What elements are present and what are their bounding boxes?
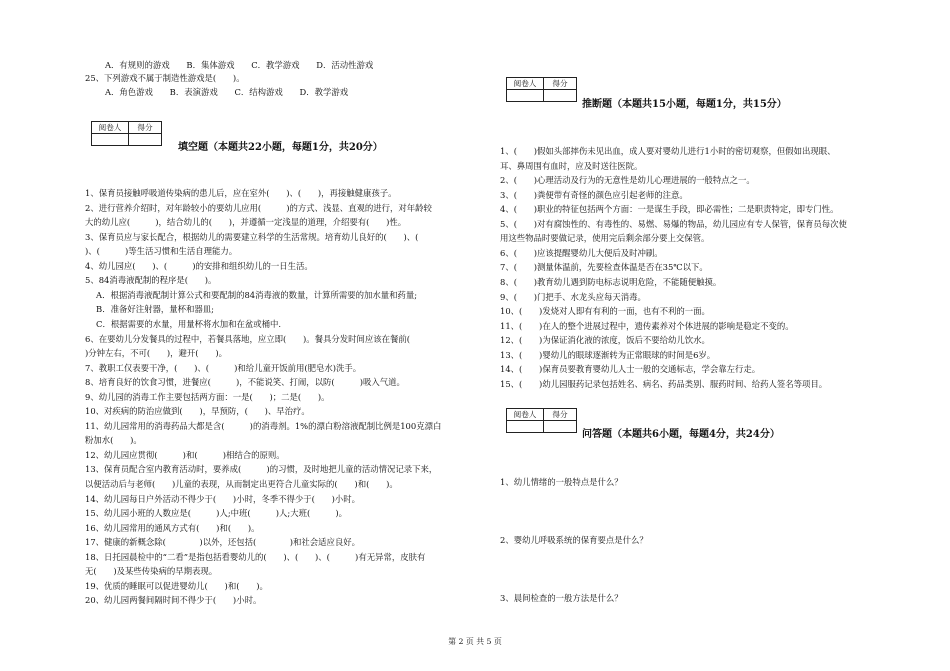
question-line: )、( )等生活习惯和生活自理能力。 <box>85 246 238 257</box>
question-line: 13、( )婴幼儿的眼球逐渐转为正常眼球的时间是6岁。 <box>500 349 716 360</box>
section-title-fill: 填空题（本题共22小题，每题1分，共20分） <box>178 142 383 153</box>
question-line: 以便活动后与老师( )儿童的表现，从而制定出更符合儿童实际的( )和( )。 <box>85 479 398 489</box>
score-label: 得分 <box>129 122 162 134</box>
question-line: 18、日托园晨检中的“二看”是指包括看婴幼儿的( )、( )、( )有无异常，皮肤有 <box>85 551 426 562</box>
section-title-judge: 推断题（本题共15小题，每题1分，共15分） <box>582 99 787 110</box>
question-line: 6、在要幼儿分发餐具的过程中，若餐具落地，应立即( )。餐具分发时间应该在餐前( <box>85 333 427 344</box>
q25-question: 25、下列游戏不属于制造性游戏是( )。 <box>85 73 245 83</box>
score-box-fill <box>91 121 162 146</box>
page-footer: 第 2 页 共 5 页 <box>448 637 502 646</box>
score-cell[interactable] <box>544 421 577 433</box>
score-label: 得分 <box>544 78 577 90</box>
question-line: 9、幼儿园的消毒工作主要包括两方面：一是( )；二是( )。 <box>85 391 330 402</box>
question-line: 14、( )保育员要教育婴幼儿人士一般的交通标志，学会靠左行走。 <box>500 364 761 375</box>
question-line: )分钟左右，不可( )，避开( )。 <box>85 348 227 359</box>
question-line: 15、幼儿园小班的人数应是( )人;中班( )人;大班( )。 <box>85 508 348 519</box>
question-line: 大的幼儿应( )，结合幼儿的( )，并遵循一定浅显的道理，介绍要有( )性。 <box>85 217 407 228</box>
question-line: 14、幼儿园每日户外活动不得少于( )小时，冬季不得少于( )小时。 <box>85 493 360 504</box>
grader-label: 阅卷人 <box>507 78 544 90</box>
question-line: 4、幼儿园应( )、( )的安排和组织幼儿的一日生活。 <box>85 260 313 271</box>
question-line: 12、幼儿园应贯彻( )和( )相结合的原则。 <box>85 449 285 460</box>
q25-options: A．角色游戏 B．表演游戏 C．结构游戏 D．教学游戏 <box>105 87 349 97</box>
question-line: 1、保育员接触呼吸道传染病的患儿后，应在室外( )、( )，再接触健康孩子。 <box>85 188 397 198</box>
question-line: 8、( )教育幼儿遇到防电标志说明危险，不能随便触摸。 <box>500 276 722 287</box>
score-box-judge <box>506 77 577 102</box>
question-line: 无( )及某些传染病的早期表现。 <box>85 566 218 577</box>
grader-cell[interactable] <box>507 90 544 102</box>
question-line: B．准备好注射器，量杯和器皿; <box>85 304 214 315</box>
question-line: 15、( )幼儿园服药记录包括姓名、病名、药品类别、服药时间、给药人签名等项目。 <box>500 378 828 389</box>
question-line: 5、( )对有腐蚀性的、有毒性的、易燃、易爆的物品，幼儿园应有专人保管，保育员每次使 <box>500 218 847 229</box>
q24-options: A．有规则的游戏 B．集体游戏 C．教学游戏 D．活动性游戏 <box>105 60 374 70</box>
question-line: 13、保育员配合室内教育活动时，要养成( )的习惯，及时地把儿童的活动情况记录下来， <box>85 464 438 475</box>
question-line: A．根据消毒液配制计算公式和要配制的84消毒液的数量，计算所需要的加水量和药量; <box>85 289 418 300</box>
grader-label: 阅卷人 <box>507 409 544 421</box>
question-line: 11、( )在人的整个进展过程中，遗传素养对个体进展的影响是稳定不变的。 <box>500 320 794 331</box>
question-line: 3、保育员应与家长配合，根据幼儿的需要建立科学的生活常规。培育幼儿良好的( )、( <box>85 231 436 242</box>
question-line: 20、幼儿园两餐间隔时间不得少于( )小时。 <box>85 595 262 606</box>
question-line: 4、( )职业的特征包括两个方面：一是谋生手段，即必需性；二是职责特定，即专门性。 <box>500 204 839 215</box>
question-line: 5、84消毒液配制的程序是( )。 <box>85 275 217 286</box>
qa-question-2: 2、婴幼儿呼吸系统的保育要点是什么？ <box>500 535 648 545</box>
question-line: 17、健康的新概念除( )以外，还包括( )和社会适应良好。 <box>85 537 360 548</box>
question-line: 用这些物品时要做记录，使用完后剩余部分要上交保管。 <box>500 233 710 244</box>
grader-cell[interactable] <box>507 421 544 433</box>
score-box-qa <box>506 408 577 433</box>
question-line: 2、( )心理活动及行为的无意性是幼儿心理进展的一般特点之一。 <box>500 175 755 186</box>
question-line: C．根据需要的水量，用量杯将水加和在盆或桶中. <box>85 318 281 329</box>
question-line: 16、幼儿园常用的通风方式有( )和( )。 <box>85 522 260 533</box>
question-line: 6、( )应该提醒婴幼儿大便后及时冲刷。 <box>500 247 663 258</box>
question-line: 12、( )为保证消化液的浓度，饭后不要给幼儿饮水。 <box>500 335 710 346</box>
grader-label: 阅卷人 <box>92 122 129 134</box>
question-line: 9、( )门把手、水龙头应每天消毒。 <box>500 291 646 302</box>
section-title-qa: 问答题（本题共6小题，每题4分，共24分） <box>582 429 780 440</box>
question-line: 8、培育良好的饮食习惯，进餐应( )，不能说笑、打闹，以防( )吸入气道。 <box>85 377 405 388</box>
question-line: 19、优质的睡眠可以促进婴幼儿( )和( )。 <box>85 580 268 591</box>
question-line: 粉加水( )。 <box>85 435 142 446</box>
question-line: 7、教职工仅表要干净，( )、( )和给儿童开饭前用(肥皂水)洗手。 <box>85 362 362 373</box>
qa-question-3: 3、晨间检查的一般方法是什么？ <box>500 593 623 603</box>
question-line: 7、( )测量体温前，先要检查体温是否在35℃以下。 <box>500 262 708 273</box>
question-line: 2、进行营养介绍时，对年龄较小的要幼儿应用( )的方式、浅显、直观的进行，对年龄较 <box>85 202 432 213</box>
question-line: 10、( )发烧对人即有有利的一面，也有不利的一面。 <box>500 306 710 317</box>
question-line: 耳、鼻周围有血时，应及时送往医院。 <box>500 160 643 171</box>
question-line: 1、( )假如头部摔伤未见出血，成人要对婴幼儿进行1小时的密切观察，但假如出现眼、 <box>500 146 836 156</box>
question-line: 3、( )粪便带有奇怪的颜色应引起老师的注意。 <box>500 189 688 200</box>
question-line: 10、对疾病的防治应做到( )，早预防，( )、早治疗。 <box>85 406 310 417</box>
score-cell[interactable] <box>129 134 162 146</box>
score-label: 得分 <box>544 409 577 421</box>
score-cell[interactable] <box>544 90 577 102</box>
qa-question-1: 1、幼儿情绪的一般特点是什么？ <box>500 477 623 487</box>
question-line: 11、幼儿园常用的消毒药品大都是含( )的消毒剂。1%的漂白粉溶液配制比例是100克漂白 <box>85 420 442 431</box>
grader-cell[interactable] <box>92 134 129 146</box>
